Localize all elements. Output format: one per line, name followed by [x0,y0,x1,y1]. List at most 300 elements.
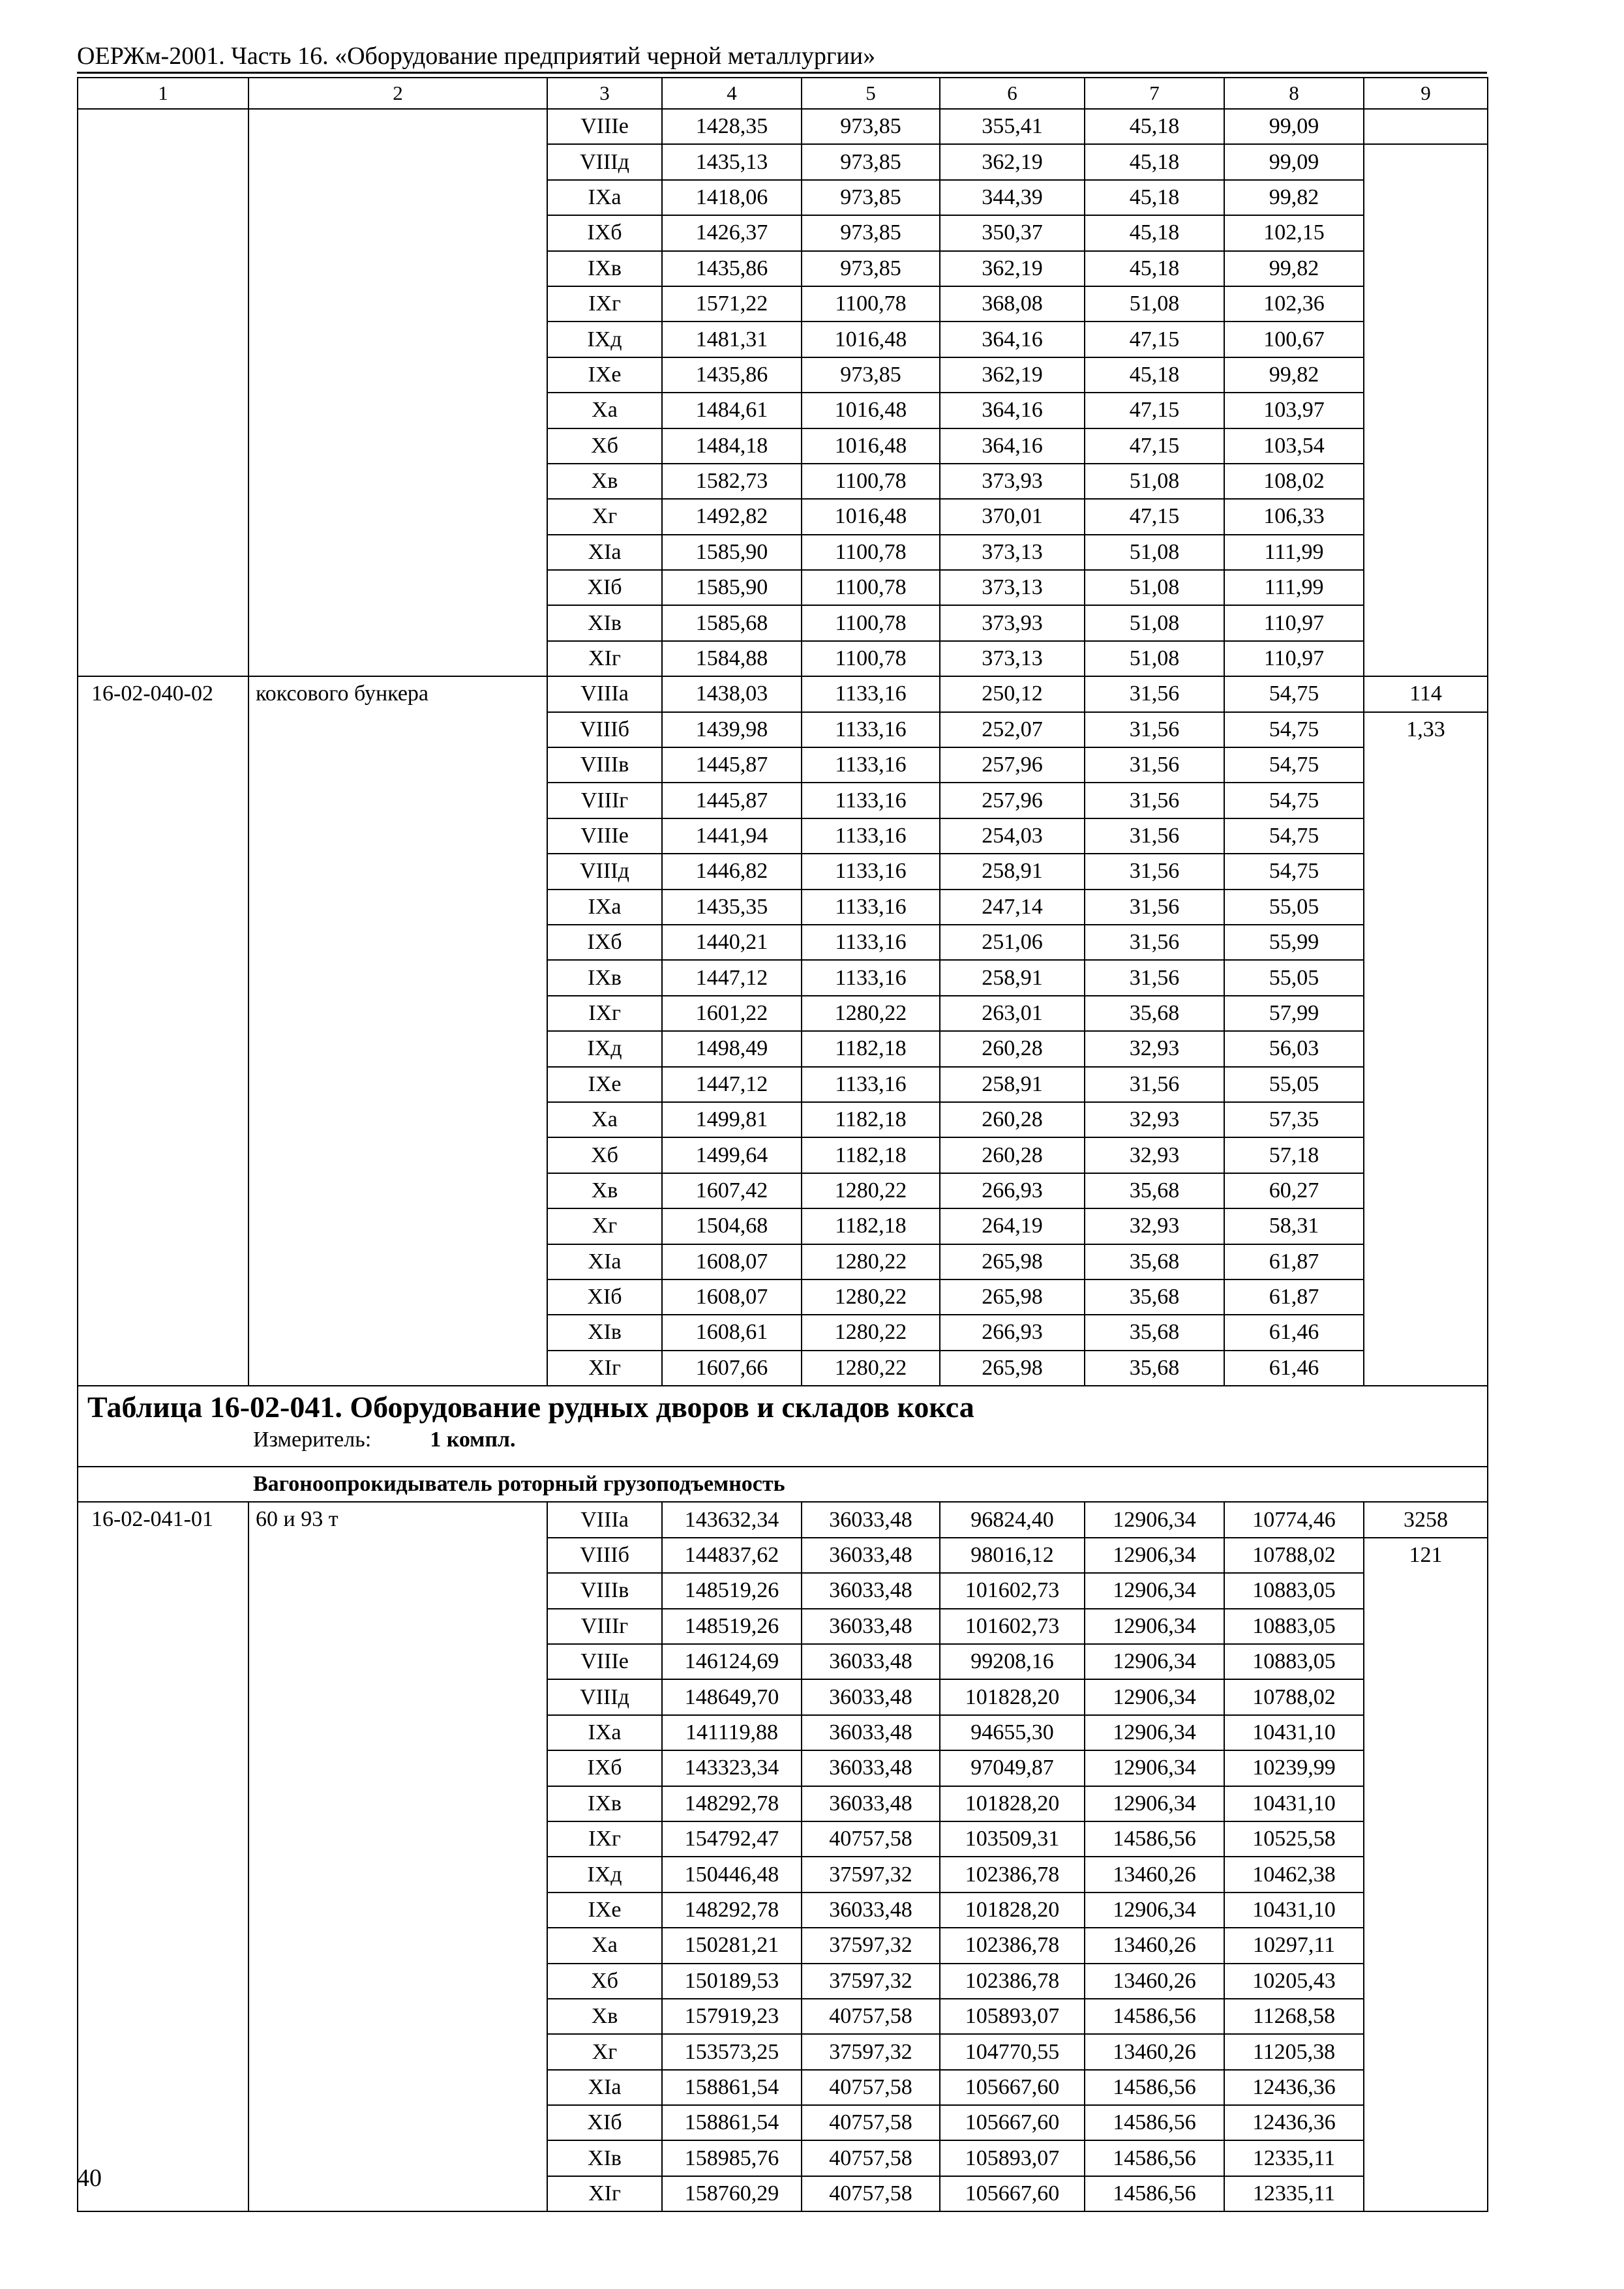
value-cell: 47,15 [1085,393,1224,428]
zone-cell: VIIIе [547,818,662,854]
value-cell: 51,08 [1085,605,1224,640]
value-cell: 10883,05 [1224,1609,1364,1644]
zone-cell: XIг [547,641,662,676]
value-cell: 31,56 [1085,783,1224,818]
value-cell: 31,56 [1085,925,1224,960]
zone-cell: Xа [547,1928,662,1963]
value-cell: 10431,10 [1224,1786,1364,1821]
value-cell: 158861,54 [662,2105,802,2140]
machinist-cost-cell [1364,144,1488,676]
value-cell: 37597,32 [802,1857,940,1892]
value-cell: 13460,26 [1085,1857,1224,1892]
labor-cost-cell: 114 [1364,676,1488,711]
zone-cell: Xб [547,1964,662,1999]
value-cell: 1607,66 [662,1351,802,1386]
price-table [77,77,1488,2212]
value-cell: 1445,87 [662,747,802,783]
value-cell: 12906,34 [1085,1715,1224,1750]
value-cell: 1100,78 [802,464,940,499]
value-cell: 250,12 [940,676,1085,711]
zone-cell: XIг [547,2176,662,2211]
page-header: ОЕРЖм-2001. Часть 16. «Оборудование предприятий черной металлургии» [77,42,876,70]
value-cell: 12335,11 [1224,2140,1364,2176]
value-cell: 12436,36 [1224,2070,1364,2105]
value-cell: 264,19 [940,1208,1085,1244]
value-cell: 12906,34 [1085,1893,1224,1928]
value-cell: 150281,21 [662,1928,802,1963]
value-cell: 105667,60 [940,2105,1085,2140]
value-cell: 150446,48 [662,1857,802,1892]
value-cell: 36033,48 [802,1715,940,1750]
value-cell: 362,19 [940,357,1085,393]
value-cell: 370,01 [940,499,1085,534]
zone-cell: XIа [547,2070,662,2105]
value-cell: 99208,16 [940,1644,1085,1679]
zone-cell: XIа [547,1244,662,1279]
value-cell: 10883,05 [1224,1573,1364,1608]
value-cell: 148292,78 [662,1893,802,1928]
value-cell: 31,56 [1085,712,1224,747]
value-cell: 105667,60 [940,2176,1085,2211]
value-cell: 1428,35 [662,109,802,144]
value-cell: 1182,18 [802,1137,940,1173]
value-cell: 13460,26 [1085,2034,1224,2069]
column-number: 5 [802,78,940,109]
value-cell: 37597,32 [802,1928,940,1963]
value-cell: 99,09 [1224,109,1364,144]
value-cell: 32,93 [1085,1137,1224,1173]
value-cell: 103,97 [1224,393,1364,428]
header-rule [77,72,1487,74]
value-cell: 1481,31 [662,322,802,357]
table-row [78,676,1488,711]
zone-cell: IXд [547,1857,662,1892]
value-cell: 257,96 [940,747,1085,783]
value-cell: 1418,06 [662,180,802,215]
table-title-row [78,1386,1488,1467]
value-cell: 1484,61 [662,393,802,428]
value-cell: 40757,58 [802,1999,940,2034]
value-cell: 973,85 [802,180,940,215]
value-cell: 1499,64 [662,1137,802,1173]
value-cell: 10883,05 [1224,1644,1364,1679]
value-cell: 1133,16 [802,676,940,711]
zone-cell: Xа [547,1102,662,1137]
labor-cost-cell: 3258 [1364,1502,1488,1537]
zone-cell: VIIIд [547,144,662,179]
value-cell: 144837,62 [662,1538,802,1573]
value-cell: 61,46 [1224,1315,1364,1350]
zone-cell: VIIIд [547,854,662,889]
column-number: 7 [1085,78,1224,109]
value-cell: 373,13 [940,641,1085,676]
zone-cell: IXг [547,1821,662,1857]
value-cell: 10297,11 [1224,1928,1364,1963]
value-cell: 101828,20 [940,1893,1085,1928]
value-cell: 10239,99 [1224,1750,1364,1786]
zone-cell: Xб [547,1137,662,1173]
value-cell: 1016,48 [802,322,940,357]
value-cell: 1182,18 [802,1208,940,1244]
value-cell: 12906,34 [1085,1609,1224,1644]
zone-cell: Xв [547,1173,662,1208]
value-cell: 14586,56 [1085,2105,1224,2140]
value-cell: 1280,22 [802,1315,940,1350]
value-cell: 96824,40 [940,1502,1085,1537]
zone-cell: VIIIд [547,1679,662,1714]
value-cell: 266,93 [940,1315,1085,1350]
value-cell: 1133,16 [802,854,940,889]
value-cell: 51,08 [1085,570,1224,605]
value-cell: 14586,56 [1085,1821,1224,1857]
item-name: коксового бункера [248,676,547,1386]
value-cell: 1133,16 [802,818,940,854]
value-cell: 1100,78 [802,286,940,322]
column-number: 8 [1224,78,1364,109]
value-cell: 1484,18 [662,428,802,464]
value-cell: 102386,78 [940,1928,1085,1963]
measure-label: Измеритель: [253,1428,372,1452]
value-cell: 1435,86 [662,357,802,393]
value-cell: 40757,58 [802,1821,940,1857]
section-row [78,1467,1488,1502]
value-cell: 102386,78 [940,1857,1085,1892]
value-cell: 1435,86 [662,251,802,286]
value-cell: 35,68 [1085,1315,1224,1350]
value-cell: 373,13 [940,535,1085,570]
value-cell: 57,99 [1224,996,1364,1031]
value-cell: 368,08 [940,286,1085,322]
value-cell: 373,93 [940,605,1085,640]
column-number: 6 [940,78,1085,109]
value-cell: 362,19 [940,144,1085,179]
value-cell: 1100,78 [802,641,940,676]
column-number: 3 [547,78,662,109]
page-number: 40 [77,2164,102,2192]
zone-cell: XIв [547,2140,662,2176]
zone-cell: XIб [547,1279,662,1315]
value-cell: 98016,12 [940,1538,1085,1573]
value-cell: 1435,35 [662,890,802,925]
value-cell: 1280,22 [802,1173,940,1208]
value-cell: 110,97 [1224,605,1364,640]
value-cell: 100,67 [1224,322,1364,357]
value-cell: 45,18 [1085,251,1224,286]
value-cell: 1499,81 [662,1102,802,1137]
value-cell: 1585,90 [662,570,802,605]
value-cell: 106,33 [1224,499,1364,534]
value-cell: 143323,34 [662,1750,802,1786]
value-cell: 1585,68 [662,605,802,640]
value-cell: 61,87 [1224,1244,1364,1279]
zone-cell: Xа [547,393,662,428]
zone-cell: XIб [547,570,662,605]
value-cell: 55,05 [1224,890,1364,925]
value-cell: 31,56 [1085,676,1224,711]
value-cell: 54,75 [1224,854,1364,889]
value-cell: 55,05 [1224,1067,1364,1102]
value-cell: 12906,34 [1085,1644,1224,1679]
zone-cell: IXб [547,925,662,960]
value-cell: 36033,48 [802,1786,940,1821]
value-cell: 10525,58 [1224,1821,1364,1857]
zone-cell: IXб [547,1750,662,1786]
value-cell: 14586,56 [1085,1999,1224,2034]
value-cell: 13460,26 [1085,1928,1224,1963]
value-cell: 1133,16 [802,960,940,995]
zone-cell: VIIIг [547,1609,662,1644]
value-cell: 1280,22 [802,1279,940,1315]
value-cell: 148519,26 [662,1609,802,1644]
value-cell: 36033,48 [802,1502,940,1537]
value-cell: 31,56 [1085,1067,1224,1102]
column-number: 2 [248,78,547,109]
value-cell: 258,91 [940,960,1085,995]
value-cell: 1182,18 [802,1031,940,1066]
zone-cell: Xг [547,2034,662,2069]
value-cell: 12436,36 [1224,2105,1364,2140]
zone-cell: IXд [547,1031,662,1066]
value-cell: 260,28 [940,1031,1085,1066]
value-cell: 143632,34 [662,1502,802,1537]
value-cell: 154792,47 [662,1821,802,1857]
value-cell: 103,54 [1224,428,1364,464]
value-cell: 14586,56 [1085,2070,1224,2105]
value-cell: 103509,31 [940,1821,1085,1857]
zone-cell: Xг [547,1208,662,1244]
value-cell: 1438,03 [662,676,802,711]
measure-unit: 1 компл. [430,1428,516,1452]
value-cell: 32,93 [1085,1031,1224,1066]
machinist-cost-value: 1,33 [1406,717,1445,741]
value-cell: 37597,32 [802,2034,940,2069]
value-cell: 373,13 [940,570,1085,605]
value-cell: 36033,48 [802,1538,940,1573]
value-cell: 1016,48 [802,393,940,428]
value-cell: 47,15 [1085,322,1224,357]
value-cell: 12906,34 [1085,1679,1224,1714]
value-cell: 32,93 [1085,1102,1224,1137]
value-cell: 31,56 [1085,890,1224,925]
value-cell: 36033,48 [802,1573,940,1608]
value-cell: 105893,07 [940,2140,1085,2176]
zone-cell: XIг [547,1351,662,1386]
value-cell: 11205,38 [1224,2034,1364,2069]
value-cell: 14586,56 [1085,2140,1224,2176]
value-cell: 1446,82 [662,854,802,889]
value-cell: 265,98 [940,1351,1085,1386]
machinist-cost-value: 121 [1409,1542,1443,1567]
value-cell: 251,06 [940,925,1085,960]
value-cell: 12906,34 [1085,1750,1224,1786]
table-title-cell [78,1386,1488,1467]
value-cell: 1133,16 [802,1067,940,1102]
zone-cell: IXв [547,1786,662,1821]
value-cell: 51,08 [1085,464,1224,499]
value-cell: 10788,02 [1224,1538,1364,1573]
value-cell: 105667,60 [940,2070,1085,2105]
value-cell: 1016,48 [802,499,940,534]
value-cell: 260,28 [940,1102,1085,1137]
value-cell: 12906,34 [1085,1786,1224,1821]
value-cell: 10462,38 [1224,1857,1364,1892]
value-cell: 10788,02 [1224,1679,1364,1714]
value-cell: 94655,30 [940,1715,1085,1750]
value-cell: 254,03 [940,818,1085,854]
zone-cell: IXе [547,357,662,393]
value-cell: 1447,12 [662,960,802,995]
zone-cell: Xв [547,464,662,499]
value-cell: 265,98 [940,1244,1085,1279]
value-cell: 1504,68 [662,1208,802,1244]
value-cell: 247,14 [940,890,1085,925]
value-cell: 31,56 [1085,818,1224,854]
value-cell: 60,27 [1224,1173,1364,1208]
value-cell: 158760,29 [662,2176,802,2211]
zone-cell: IXа [547,890,662,925]
zone-cell: Xг [547,499,662,534]
zone-cell: IXд [547,322,662,357]
value-cell: 10205,43 [1224,1964,1364,1999]
value-cell: 1492,82 [662,499,802,534]
value-cell: 10431,10 [1224,1715,1364,1750]
value-cell: 12906,34 [1085,1538,1224,1573]
value-cell: 47,15 [1085,499,1224,534]
value-cell: 57,35 [1224,1102,1364,1137]
value-cell: 51,08 [1085,535,1224,570]
zone-cell: XIв [547,1315,662,1350]
value-cell: 148519,26 [662,1573,802,1608]
value-cell: 11268,58 [1224,1999,1364,2034]
value-cell: 31,56 [1085,747,1224,783]
value-cell: 40757,58 [802,2070,940,2105]
value-cell: 35,68 [1085,1351,1224,1386]
value-cell: 36033,48 [802,1750,940,1786]
value-cell: 1601,22 [662,996,802,1031]
value-cell: 158861,54 [662,2070,802,2105]
item-name: 60 и 93 т [248,1502,547,2211]
table-title: Таблица 16-02-041. Оборудование рудных дворов и складов кокса [87,1390,974,1424]
value-cell: 13460,26 [1085,1964,1224,1999]
item-code: 16-02-041-01 [78,1502,248,2211]
value-cell: 31,56 [1085,854,1224,889]
value-cell: 350,37 [940,215,1085,250]
value-cell: 158985,76 [662,2140,802,2176]
value-cell: 257,96 [940,783,1085,818]
value-cell: 1439,98 [662,712,802,747]
value-cell: 973,85 [802,251,940,286]
value-cell: 1100,78 [802,535,940,570]
value-cell: 362,19 [940,251,1085,286]
value-cell: 37597,32 [802,1964,940,1999]
value-cell: 54,75 [1224,747,1364,783]
value-cell: 102,15 [1224,215,1364,250]
value-cell: 31,56 [1085,960,1224,995]
value-cell: 1100,78 [802,605,940,640]
value-cell: 12906,34 [1085,1573,1224,1608]
value-cell: 111,99 [1224,570,1364,605]
value-cell: 1584,88 [662,641,802,676]
value-cell: 1280,22 [802,996,940,1031]
value-cell: 10431,10 [1224,1893,1364,1928]
table-row [78,109,1488,144]
value-cell: 36033,48 [802,1679,940,1714]
value-cell: 973,85 [802,144,940,179]
zone-cell: Xв [547,1999,662,2034]
value-cell: 12335,11 [1224,2176,1364,2211]
value-cell: 1447,12 [662,1067,802,1102]
value-cell: 40757,58 [802,2140,940,2176]
value-cell: 54,75 [1224,783,1364,818]
value-cell: 1445,87 [662,783,802,818]
zone-cell: VIIIг [547,783,662,818]
value-cell: 58,31 [1224,1208,1364,1244]
zone-cell: IXа [547,1715,662,1750]
value-cell: 101828,20 [940,1786,1085,1821]
value-cell: 99,82 [1224,357,1364,393]
value-cell: 45,18 [1085,109,1224,144]
column-number-row [78,78,1488,109]
item-name [248,109,547,676]
value-cell: 973,85 [802,109,940,144]
value-cell: 1133,16 [802,925,940,960]
value-cell: 45,18 [1085,357,1224,393]
value-cell: 14586,56 [1085,2176,1224,2211]
value-cell: 54,75 [1224,676,1364,711]
zone-cell: IXе [547,1067,662,1102]
value-cell: 1498,49 [662,1031,802,1066]
zone-cell: IXа [547,180,662,215]
value-cell: 51,08 [1085,286,1224,322]
value-cell: 110,97 [1224,641,1364,676]
zone-cell: VIIIб [547,1538,662,1573]
value-cell: 148292,78 [662,1786,802,1821]
value-cell: 263,01 [940,996,1085,1031]
value-cell: 101828,20 [940,1679,1085,1714]
value-cell: 56,03 [1224,1031,1364,1066]
table-row [78,1502,1488,1537]
value-cell: 36033,48 [802,1644,940,1679]
value-cell: 1280,22 [802,1244,940,1279]
value-cell: 258,91 [940,1067,1085,1102]
value-cell: 45,18 [1085,144,1224,179]
value-cell: 344,39 [940,180,1085,215]
value-cell: 1280,22 [802,1351,940,1386]
value-cell: 36033,48 [802,1893,940,1928]
item-code [78,109,248,676]
value-cell: 266,93 [940,1173,1085,1208]
value-cell: 153573,25 [662,2034,802,2069]
measure-line [78,1426,1487,1454]
value-cell: 1608,07 [662,1244,802,1279]
value-cell: 364,16 [940,428,1085,464]
value-cell: 1133,16 [802,890,940,925]
value-cell: 1440,21 [662,925,802,960]
value-cell: 1608,07 [662,1279,802,1315]
zone-cell: IXг [547,996,662,1031]
value-cell: 364,16 [940,393,1085,428]
value-cell: 373,93 [940,464,1085,499]
value-cell: 1133,16 [802,783,940,818]
value-cell: 108,02 [1224,464,1364,499]
value-cell: 150189,53 [662,1964,802,1999]
value-cell: 101602,73 [940,1609,1085,1644]
zone-cell: VIIIа [547,1502,662,1537]
value-cell: 97049,87 [940,1750,1085,1786]
value-cell: 35,68 [1085,1279,1224,1315]
value-cell: 364,16 [940,322,1085,357]
value-cell: 61,46 [1224,1351,1364,1386]
